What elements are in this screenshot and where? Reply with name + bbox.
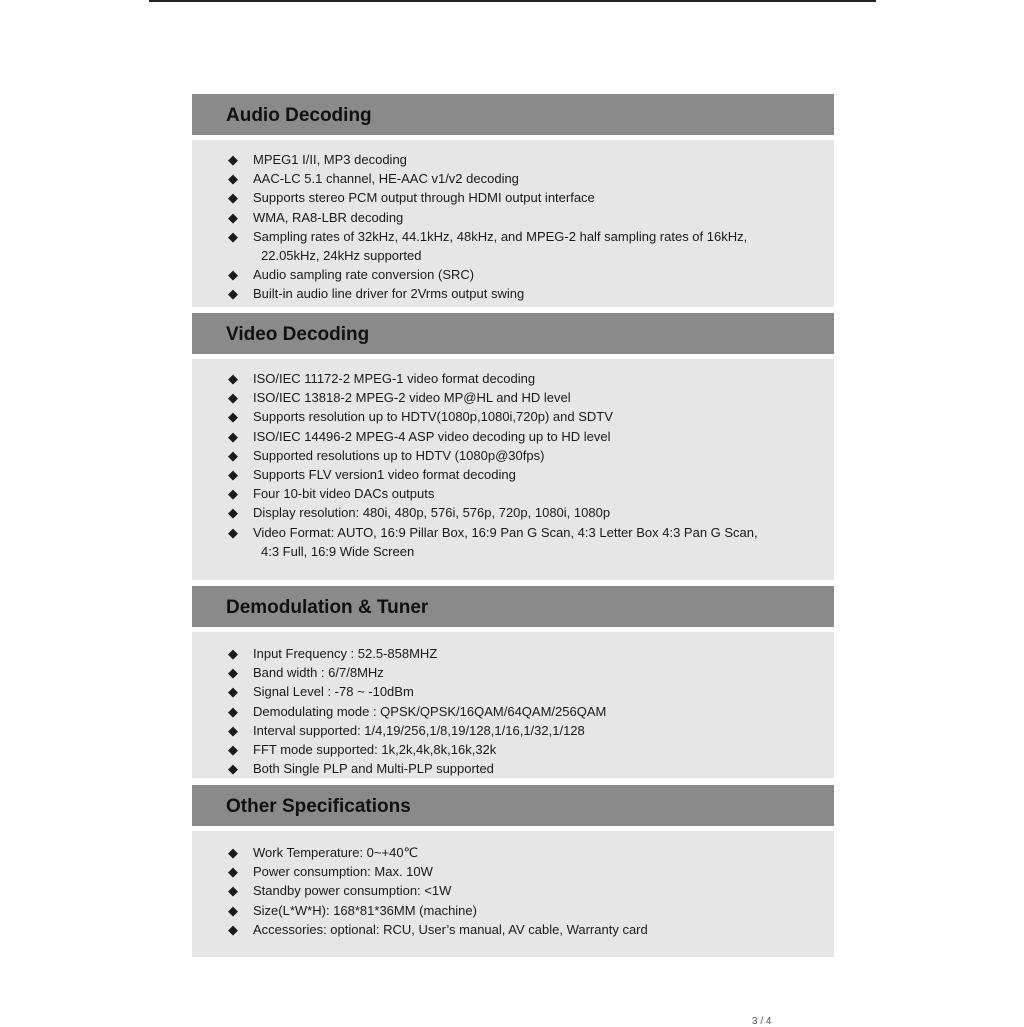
diamond-bullet-icon: ◆ xyxy=(228,228,238,244)
list-item: ◆ ISO/IEC 11172-2 MPEG-1 video format decoding xyxy=(228,369,814,388)
diamond-bullet-icon: ◆ xyxy=(228,902,238,918)
spec-list xyxy=(228,369,814,561)
list-item: ◆ Both Single PLP and Multi-PLP supported xyxy=(228,759,814,778)
diamond-bullet-icon: ◆ xyxy=(228,371,238,386)
section-body xyxy=(192,632,834,778)
list-item: ◆ FFT mode supported: 1k,2k,4k,8k,16k,32k xyxy=(228,740,814,759)
list-item: ◆ Input Frequency : 52.5-858MHZ xyxy=(228,644,814,663)
list-item-continuation: 4:3 Full, 16:9 Wide Screen xyxy=(261,543,415,559)
top-rule xyxy=(149,0,876,2)
page-number: 3 / 4 xyxy=(752,1016,772,1027)
spec-list xyxy=(228,644,814,778)
diamond-bullet-icon: ◆ xyxy=(228,703,238,719)
diamond-bullet-icon: ◆ xyxy=(228,524,238,540)
list-item: ◆ Built-in audio line driver for 2Vrms output swing xyxy=(228,284,814,303)
section-body xyxy=(192,359,834,580)
section-demodulation-tuner xyxy=(192,586,834,778)
section-header xyxy=(192,785,834,826)
section-title: Other Specifications xyxy=(226,796,411,817)
diamond-bullet-icon: ◆ xyxy=(228,390,238,406)
diamond-bullet-icon: ◆ xyxy=(228,486,238,502)
list-item-continuation: 22.05kHz, 24kHz supported xyxy=(261,248,422,264)
list-item: ◆ WMA, RA8-LBR decoding xyxy=(228,208,814,227)
list-item: ◆ Work Temperature: 0~+40℃ xyxy=(228,843,814,862)
diamond-bullet-icon: ◆ xyxy=(228,921,238,937)
list-item: ◆ Video Format: AUTO, 16:9 Pillar Box, 16:9 Pan G Scan, 4:3 Letter Box 4:3 Pan G Scan, 4:3 Full, 16:9 Wide Screen xyxy=(228,523,814,561)
list-item: ◆ Accessories: optional: RCU, User’s manual, AV cable, Warranty card xyxy=(228,920,814,939)
diamond-bullet-icon: ◆ xyxy=(228,505,238,521)
list-item: ◆ Supports stereo PCM output through HDMI output interface xyxy=(228,188,814,207)
list-item: ◆ Audio sampling rate conversion (SRC) xyxy=(228,265,814,284)
list-item: ◆ ISO/IEC 13818-2 MPEG-2 video MP@HL and HD level xyxy=(228,388,814,407)
list-item: ◆ Display resolution: 480i, 480p, 576i, 576p, 720p, 1080i, 1080p xyxy=(228,503,814,522)
section-video-decoding xyxy=(192,313,834,580)
diamond-bullet-icon: ◆ xyxy=(228,845,238,860)
list-item: ◆ Size(L*W*H): 168*81*36MM (machine) xyxy=(228,901,814,920)
list-item: ◆ ISO/IEC 14496-2 MPEG-4 ASP video decoding up to HD level xyxy=(228,427,814,446)
list-item: ◆ Band width : 6/7/8MHz xyxy=(228,663,814,682)
diamond-bullet-icon: ◆ xyxy=(228,864,238,880)
section-other-specifications xyxy=(192,785,834,957)
list-item: ◆ Power consumption: Max. 10W xyxy=(228,862,814,881)
section-body xyxy=(192,140,834,307)
list-item: ◆ Supports FLV version1 video format decoding xyxy=(228,465,814,484)
section-header xyxy=(192,94,834,135)
diamond-bullet-icon: ◆ xyxy=(228,190,238,206)
diamond-bullet-icon: ◆ xyxy=(228,742,238,758)
diamond-bullet-icon: ◆ xyxy=(228,684,238,700)
list-item: ◆ Supports resolution up to HDTV(1080p,1080i,720p) and SDTV xyxy=(228,407,814,426)
section-body xyxy=(192,831,834,957)
diamond-bullet-icon: ◆ xyxy=(228,409,238,425)
list-item: ◆ Supported resolutions up to HDTV (1080p@30fps) xyxy=(228,446,814,465)
list-item: ◆ Four 10-bit video DACs outputs xyxy=(228,484,814,503)
section-title: Demodulation & Tuner xyxy=(226,597,429,618)
spec-list xyxy=(228,150,814,304)
list-item: ◆ Standby power consumption: <1W xyxy=(228,881,814,900)
section-header xyxy=(192,313,834,354)
section-title: Audio Decoding xyxy=(226,105,372,126)
diamond-bullet-icon: ◆ xyxy=(228,152,238,167)
spec-list xyxy=(228,843,814,939)
diamond-bullet-icon: ◆ xyxy=(228,722,238,738)
diamond-bullet-icon: ◆ xyxy=(228,428,238,444)
list-item: ◆ Signal Level : -78 ~ -10dBm xyxy=(228,682,814,701)
diamond-bullet-icon: ◆ xyxy=(228,209,238,225)
list-item: ◆ MPEG1 I/II, MP3 decoding xyxy=(228,150,814,169)
section-header xyxy=(192,586,834,627)
list-item: ◆ Demodulating mode : QPSK/QPSK/16QAM/64QAM/256QAM xyxy=(228,702,814,721)
list-item: ◆ Interval supported: 1/4,19/256,1/8,19/128,1/16,1/32,1/128 xyxy=(228,721,814,740)
diamond-bullet-icon: ◆ xyxy=(228,467,238,483)
diamond-bullet-icon: ◆ xyxy=(228,646,238,661)
list-item: ◆ AAC-LC 5.1 channel, HE-AAC v1/v2 decoding xyxy=(228,169,814,188)
diamond-bullet-icon: ◆ xyxy=(228,761,238,777)
section-title: Video Decoding xyxy=(226,324,370,345)
section-audio-decoding xyxy=(192,94,834,307)
diamond-bullet-icon: ◆ xyxy=(228,267,238,283)
diamond-bullet-icon: ◆ xyxy=(228,286,238,302)
diamond-bullet-icon: ◆ xyxy=(228,665,238,681)
diamond-bullet-icon: ◆ xyxy=(228,447,238,463)
list-item: ◆ Sampling rates of 32kHz, 44.1kHz, 48kHz, and MPEG-2 half sampling rates of 16kHz, 22.05kHz, 24kHz supported xyxy=(228,227,814,265)
diamond-bullet-icon: ◆ xyxy=(228,171,238,187)
diamond-bullet-icon: ◆ xyxy=(228,883,238,899)
